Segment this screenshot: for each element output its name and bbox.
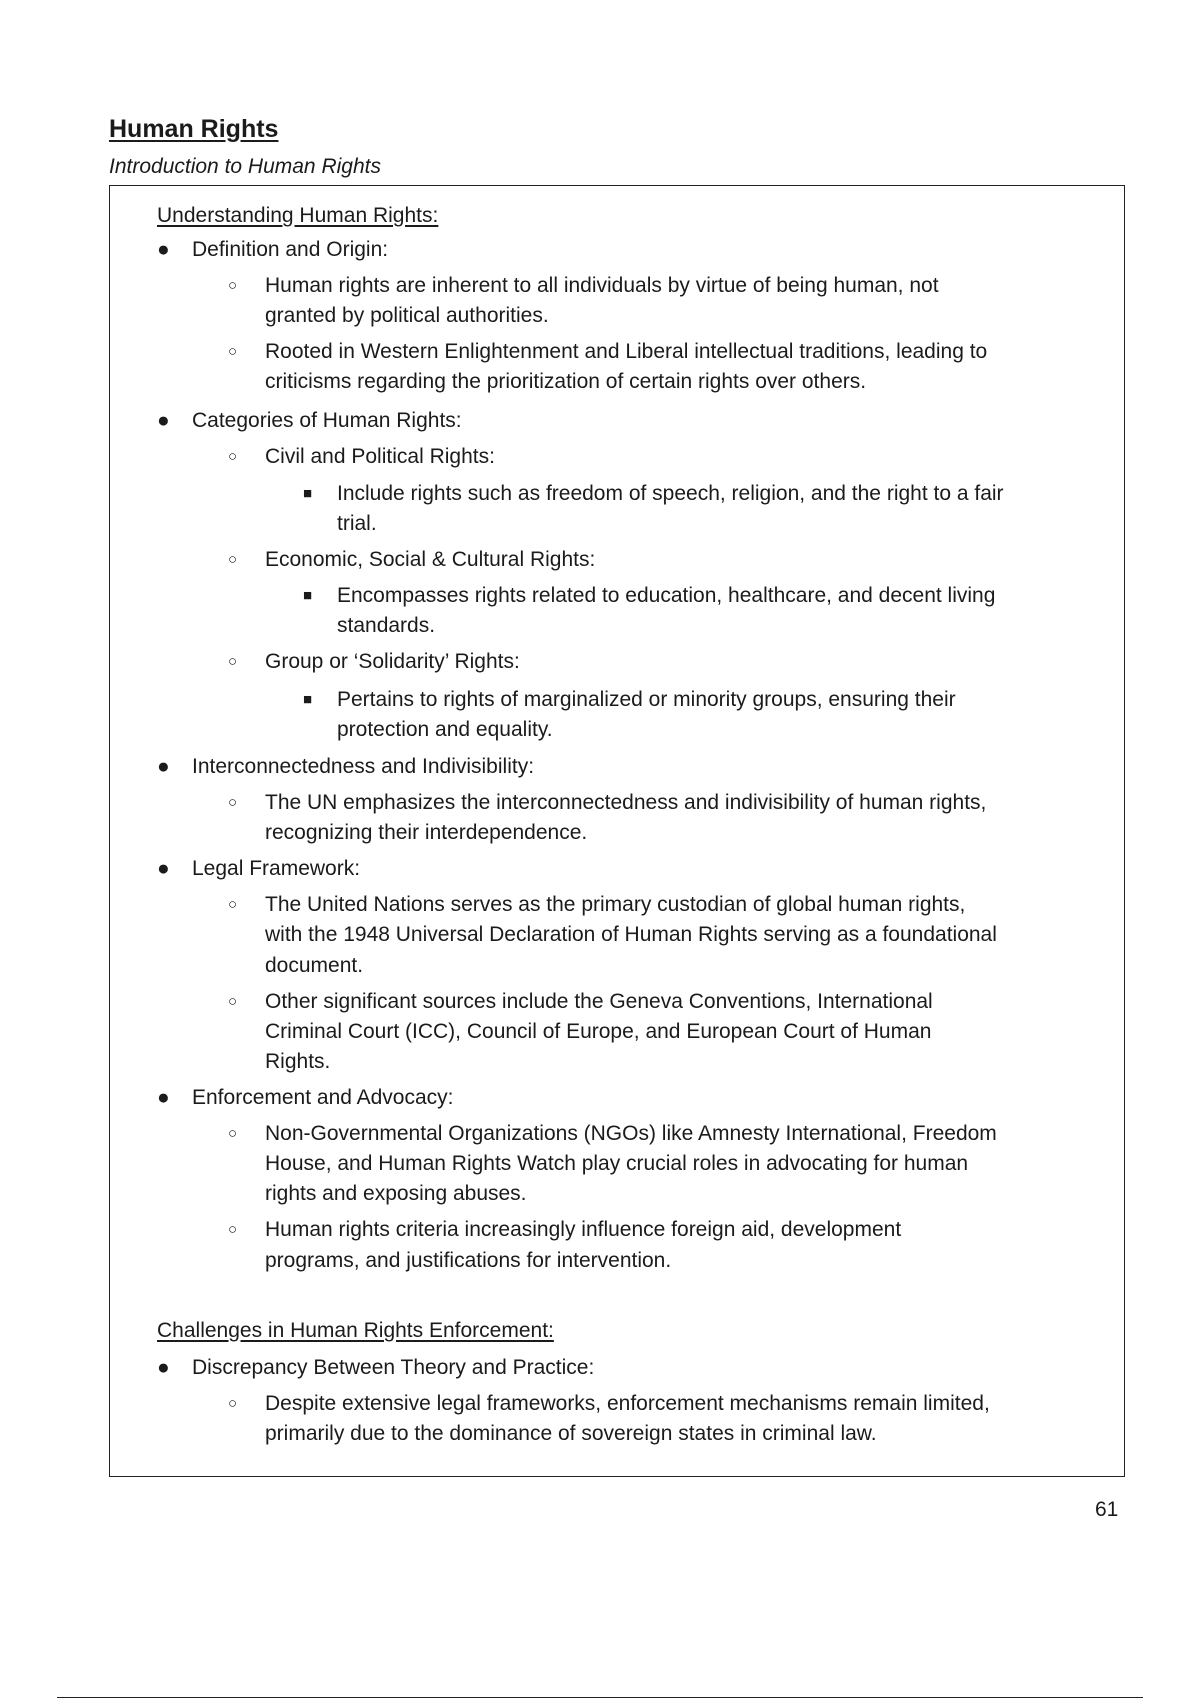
text-line: document.: [265, 954, 364, 977]
text-line: rights and exposing abuses.: [265, 1182, 527, 1205]
text-line: criticisms regarding the prioritization of certain rights over others.: [265, 370, 867, 393]
circle-bullet-icon: ○: [228, 448, 238, 465]
text-line: primarily due to the dominance of sovereign states in criminal law.: [265, 1422, 877, 1445]
text-line: The UN emphasizes the interconnectedness and indivisibility of human rights,: [265, 791, 987, 814]
text-line: programs, and justifications for intervention.: [265, 1249, 672, 1272]
text-line: recognizing their interdependence.: [265, 821, 588, 844]
text-line: Group or ‘Solidarity’ Rights:: [265, 650, 520, 673]
circle-bullet-icon: ○: [228, 794, 238, 811]
bullet-icon: ●: [157, 755, 170, 778]
list-item-discrepancy: Discrepancy Between Theory and Practice:: [192, 1356, 595, 1379]
text-line: Non-Governmental Organizations (NGOs) like Amnesty International, Freedom: [265, 1122, 997, 1145]
circle-bullet-icon: ○: [228, 551, 238, 568]
text-line: Rights.: [265, 1050, 331, 1073]
circle-bullet-icon: ○: [228, 653, 238, 670]
section-heading-challenges: Challenges in Human Rights Enforcement:: [157, 1319, 554, 1342]
text-line: Encompasses rights related to education, healthcare, and decent living: [337, 584, 996, 607]
page-title: Human Rights: [109, 115, 279, 143]
text-line: standards.: [337, 614, 436, 637]
square-bullet-icon: ■: [303, 485, 313, 502]
text-line: Include rights such as freedom of speech, religion, and the right to a fair: [337, 482, 1004, 505]
circle-bullet-icon: ○: [228, 1221, 238, 1238]
bullet-icon: ●: [157, 1356, 170, 1379]
text-line: protection and equality.: [337, 718, 553, 741]
bullet-icon: ●: [157, 238, 170, 261]
list-item-legal: Legal Framework:: [192, 857, 361, 880]
square-bullet-icon: ■: [303, 691, 313, 708]
square-bullet-icon: ■: [303, 587, 313, 604]
page-subtitle: Introduction to Human Rights: [109, 155, 381, 178]
bullet-icon: ●: [157, 1086, 170, 1109]
text-line: Criminal Court (ICC), Council of Europe, and European Court of Human: [265, 1020, 932, 1043]
text-line: Civil and Political Rights:: [265, 445, 495, 468]
text-line: Human rights criteria increasingly influence foreign aid, development: [265, 1218, 902, 1241]
text-line: Rooted in Western Enlightenment and Liberal intellectual traditions, leading to: [265, 340, 988, 363]
circle-bullet-icon: ○: [228, 1125, 238, 1142]
page-number: 61: [1095, 1498, 1119, 1521]
text-line: Human rights are inherent to all individuals by virtue of being human, not: [265, 274, 939, 297]
text-line: granted by political authorities.: [265, 304, 549, 327]
footer-divider: [57, 1697, 1143, 1698]
text-line: Economic, Social & Cultural Rights:: [265, 548, 596, 571]
text-line: The United Nations serves as the primary custodian of global human rights,: [265, 893, 966, 916]
text-line: Other significant sources include the Geneva Conventions, International: [265, 990, 933, 1013]
content-box: [109, 185, 1125, 1477]
list-item-categories: Categories of Human Rights:: [192, 409, 462, 432]
circle-bullet-icon: ○: [228, 343, 238, 360]
text-line: House, and Human Rights Watch play crucial roles in advocating for human: [265, 1152, 969, 1175]
circle-bullet-icon: ○: [228, 896, 238, 913]
list-item-definition: Definition and Origin:: [192, 238, 389, 261]
text-line: with the 1948 Universal Declaration of Human Rights serving as a foundational: [265, 923, 997, 946]
text-line: Pertains to rights of marginalized or minority groups, ensuring their: [337, 688, 956, 711]
bullet-icon: ●: [157, 409, 170, 432]
text-line: trial.: [337, 512, 377, 535]
section-heading-understanding: Understanding Human Rights:: [157, 204, 439, 227]
list-item-enforcement: Enforcement and Advocacy:: [192, 1086, 454, 1109]
text-line: Despite extensive legal frameworks, enforcement mechanisms remain limited,: [265, 1392, 990, 1415]
list-item-interconnected: Interconnectedness and Indivisibility:: [192, 755, 535, 778]
circle-bullet-icon: ○: [228, 277, 238, 294]
bullet-icon: ●: [157, 857, 170, 880]
circle-bullet-icon: ○: [228, 993, 238, 1010]
circle-bullet-icon: ○: [228, 1395, 238, 1412]
